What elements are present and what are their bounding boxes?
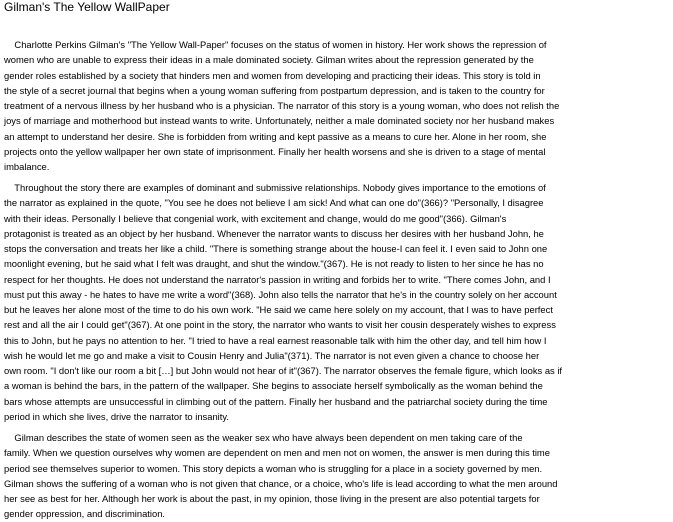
paragraph-line: imbalance. [4, 161, 50, 172]
paragraph-line: women who are unable to express their ideas in a male dominated society. Gilman writes about the repression generated by the [4, 54, 534, 66]
paragraph-line: this to John, but he pays no attention to her. "I tried to have a real earnest reasonable talk with him the other day, and tell him how I [4, 334, 547, 346]
paragraph-line: period in which she lives, drive the narrator to insanity. [4, 410, 229, 422]
paragraph-line: family. When we question ourselves why women are dependent on men and men not on women, the answer is men during this time [4, 447, 550, 459]
paragraph-line: her see as best for her. Although her work is about the past, in my opinion, those living in the present are also potential targets for [4, 493, 540, 504]
paragraph-line: stops the conversation and treats her like a child. "There is something strange about the house-I can feel it. I even said to John one [4, 243, 548, 254]
paragraph-line: bars whose attempts are unsuccessful in climbing out of the pattern. Finally her husband and the patriarchal society during the time [4, 395, 548, 407]
paragraph-line: projects onto the yellow wallpaper her own state of imprisonment. Finally her health worsens and she is driven to a stage of mental [4, 145, 546, 157]
paragraph-relationships [4, 180, 673, 424]
paragraph-line: Gilman describes the state of women seen as the weaker sex who have always been dependent on men taking care of the [4, 432, 523, 443]
paragraph-line: protagonist is treated as an object by her husband. Whenever the narrator wants to discuss her desires with her husband John, he [4, 227, 544, 239]
paragraph-line: the narrator as explained in the quote, "You see he does not believe I am sick! And what can one do"(366)? "Personally, I disagree [4, 197, 544, 209]
paragraph-line: but he leaves her alone most of the time to do his own work. "He said we came here solely on my account, that I was to have perfect [4, 304, 553, 315]
paragraph-line: gender roles established by a society that hinders men and women from developing and practicing their ideas. This story is told in [4, 69, 541, 81]
paragraph-line: period see themselves superior to women. This story depicts a woman who is struggling for a place in a society governed by men. [4, 462, 543, 474]
paragraph-line: the style of a secret journal that begins when a young woman suffering from postpartum depression, and is taken to the country for [4, 84, 545, 96]
paragraph-line: must put this away - he hates to have me write a word"(368). John also tells the narrator that he's in the country solely on her account [4, 288, 557, 300]
paragraph-line: moonlight evening, but he said what I felt was draught, and shut the window."(367). He is not ready to listen to her since he has no [4, 258, 544, 270]
paragraph-line: a woman is behind the bars, in the pattern of the wallpaper. She begins to associate herself symbolically as the woman behind the [4, 380, 543, 392]
paragraph-line: wish he would let me go and make a visit to Cousin Henry and Julia"(371). The narrator is not even given a chance to choose her [4, 349, 540, 361]
paragraph-line: Gilman shows the suffering of a woman who is not given that chance, or a choice, who's life is lead according to what the men around [4, 477, 558, 489]
paragraph-line: gender oppression, and discrimination. [4, 508, 166, 520]
paragraph-line: own room. "I don't like our room a bit […] but John would not hear of it"(367). The narrator observes the female figure, which looks as if [4, 365, 563, 376]
paragraph-line: with their ideas. Personally I believe that congenial work, with excitement and change, would do me good"(366). Gilman's [4, 212, 507, 224]
paragraph-conclusion [4, 430, 673, 522]
paragraph-line: treatment of a nervous illness by her husband who is a physician. The narrator of this story is a young woman, who does not relish the [4, 100, 560, 111]
paragraph-line: joys of marriage and motherhood but instead wants to write. Unfortunately, neither a male dominated society nor her husband makes [4, 115, 555, 127]
paragraph-line: an attempt to understand her desire. She is forbidden from writing and kept passive as a means to cure her. Alone in her room, she [4, 130, 547, 142]
paragraph-intro [4, 37, 673, 174]
paragraph-line: rest and all the air I could get"(367). At one point in the story, the narrator who wants to visit her cousin desperately wishes to express [4, 319, 556, 331]
paragraph-line: respect for her thoughts. He does not understand the narrator's passion in writing and forbids her to write. "There comes John, and I [4, 273, 551, 285]
paragraph-line: Throughout the story there are examples of dominant and submissive relationships. Nobody gives importance to the emotions of [4, 182, 546, 193]
document-title: Gilman's The Yellow WallPaper [4, 0, 170, 14]
paragraph-line: Charlotte Perkins Gilman's "The Yellow Wall-Paper" focuses on the status of women in history. Her work shows the repression of [4, 39, 547, 50]
